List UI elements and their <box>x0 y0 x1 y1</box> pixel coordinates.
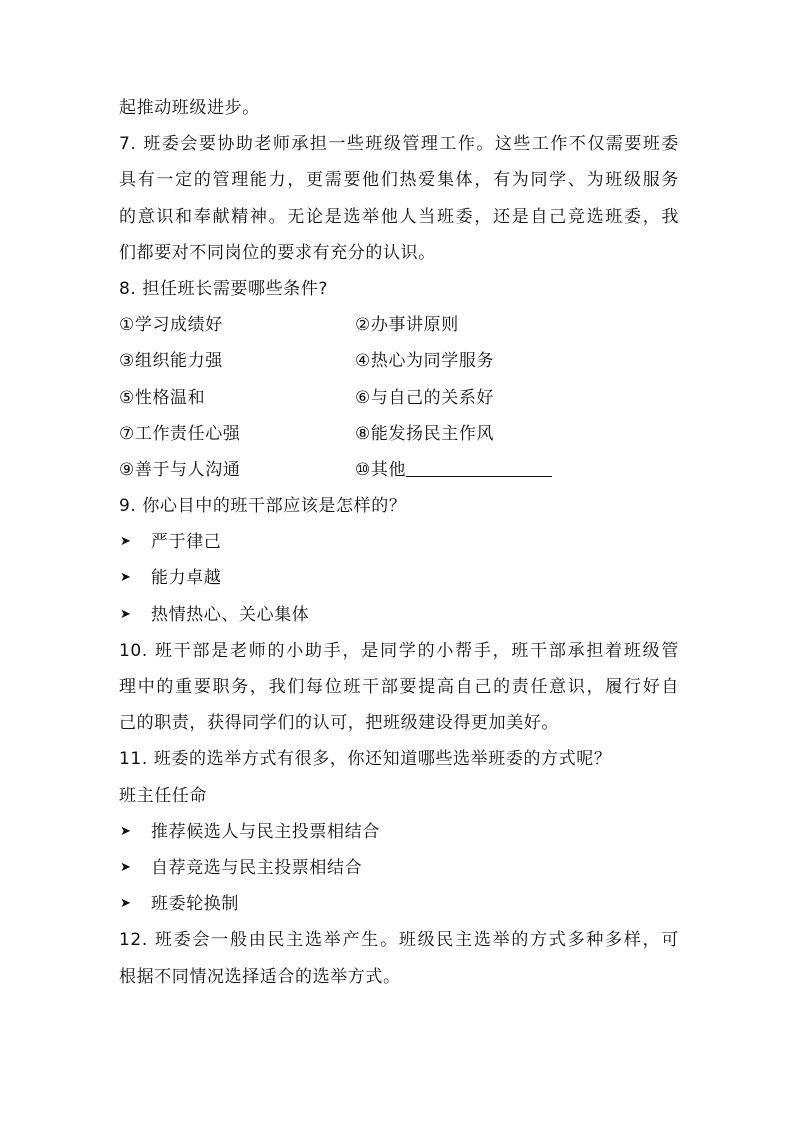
item-7 <box>119 126 679 271</box>
item-8-question: 8. 担任班长需要哪些条件? <box>119 278 329 299</box>
list-item-text: 能力卓越 <box>151 568 222 589</box>
option: ①学习成绩好 <box>119 315 223 336</box>
item-10-line: 理中的重要职务，我们每位班干部要提高自己的责任意识，履行好自 <box>119 677 679 697</box>
list-item <box>119 560 679 596</box>
item-9 <box>119 488 679 633</box>
arrow-bullet-icon: ➤ <box>120 859 132 875</box>
item-12 <box>119 922 679 994</box>
option: ⑨善于与人沟通 <box>119 459 241 480</box>
list-item-text: 班委轮换制 <box>151 894 239 915</box>
arrow-bullet-icon: ➤ <box>120 570 132 586</box>
list-item <box>119 850 679 886</box>
option-row <box>119 307 679 343</box>
item-7-line: 们都要对不同岗位的要求有充分的认识。 <box>119 242 436 263</box>
option: ⑥与自己的关系好 <box>355 387 495 408</box>
option-row <box>119 380 679 416</box>
item-7-line: 的意识和奉献精神。无论是选举他人当班委，还是自己竞选班委，我 <box>119 206 679 227</box>
arrow-bullet-icon: ➤ <box>120 896 132 912</box>
list-item-text: 热情热心、关心集体 <box>151 604 310 625</box>
list-item-text: 自荐竞选与民主投票相结合 <box>151 857 363 878</box>
item-12-line: 根据不同情况选择适合的选举方式。 <box>119 966 401 987</box>
item-7-line: 7. 班委会要协助老师承担一些班级管理工作。这些工作不仅需要班委 <box>119 134 679 155</box>
arrow-bullet-icon: ➤ <box>120 823 132 839</box>
option: ⑧能发扬民主作风 <box>355 423 495 444</box>
item-11 <box>119 741 679 922</box>
list-item-text: 推荐候选人与民主投票相结合 <box>151 821 380 842</box>
item-9-question: 9. 你心目中的班干部应该是怎样的？ <box>119 496 407 517</box>
arrow-bullet-icon: ➤ <box>120 606 132 622</box>
list-item-text: 严于律己 <box>151 532 222 553</box>
option: ③组织能力强 <box>119 351 223 372</box>
continuation-text: 起推动班级进步。 <box>119 98 260 118</box>
document-page <box>119 90 679 995</box>
option: ⑤性格温和 <box>119 387 206 408</box>
item-11-question: 11. 班委的选举方式有很多，你还知道哪些选举班委的方式呢？ <box>119 749 612 770</box>
option-row <box>119 343 679 379</box>
item-8 <box>119 271 679 488</box>
list-item <box>119 886 679 922</box>
item-10-line: 10. 班干部是老师的小助手，是同学的小帮手，班干部承担着班级管 <box>119 640 679 661</box>
option-other-label: ⑩其他 <box>355 459 407 480</box>
option: ⑦工作责任心强 <box>119 423 241 444</box>
option-row <box>119 452 679 488</box>
item-10 <box>119 633 679 742</box>
list-item <box>119 814 679 850</box>
arrow-bullet-icon: ➤ <box>120 534 132 550</box>
fill-in-blank[interactable] <box>406 458 552 477</box>
list-item <box>119 597 679 633</box>
item-11-first-answer: 班主任任命 <box>119 785 207 806</box>
option-row <box>119 416 679 452</box>
item-7-line: 具有一定的管理能力，更需要他们热爱集体，有为同学、为班级服务 <box>119 170 679 191</box>
list-item <box>119 524 679 560</box>
item-12-line: 12. 班委会一般由民主选举产生。班级民主选举的方式多种多样，可 <box>119 930 679 951</box>
option: ②办事讲原则 <box>355 315 459 336</box>
option-other <box>355 452 552 488</box>
option: ④热心为同学服务 <box>355 351 495 372</box>
item-10-line: 己的职责，获得同学们的认可，把班级建设得更加美好。 <box>119 713 559 734</box>
